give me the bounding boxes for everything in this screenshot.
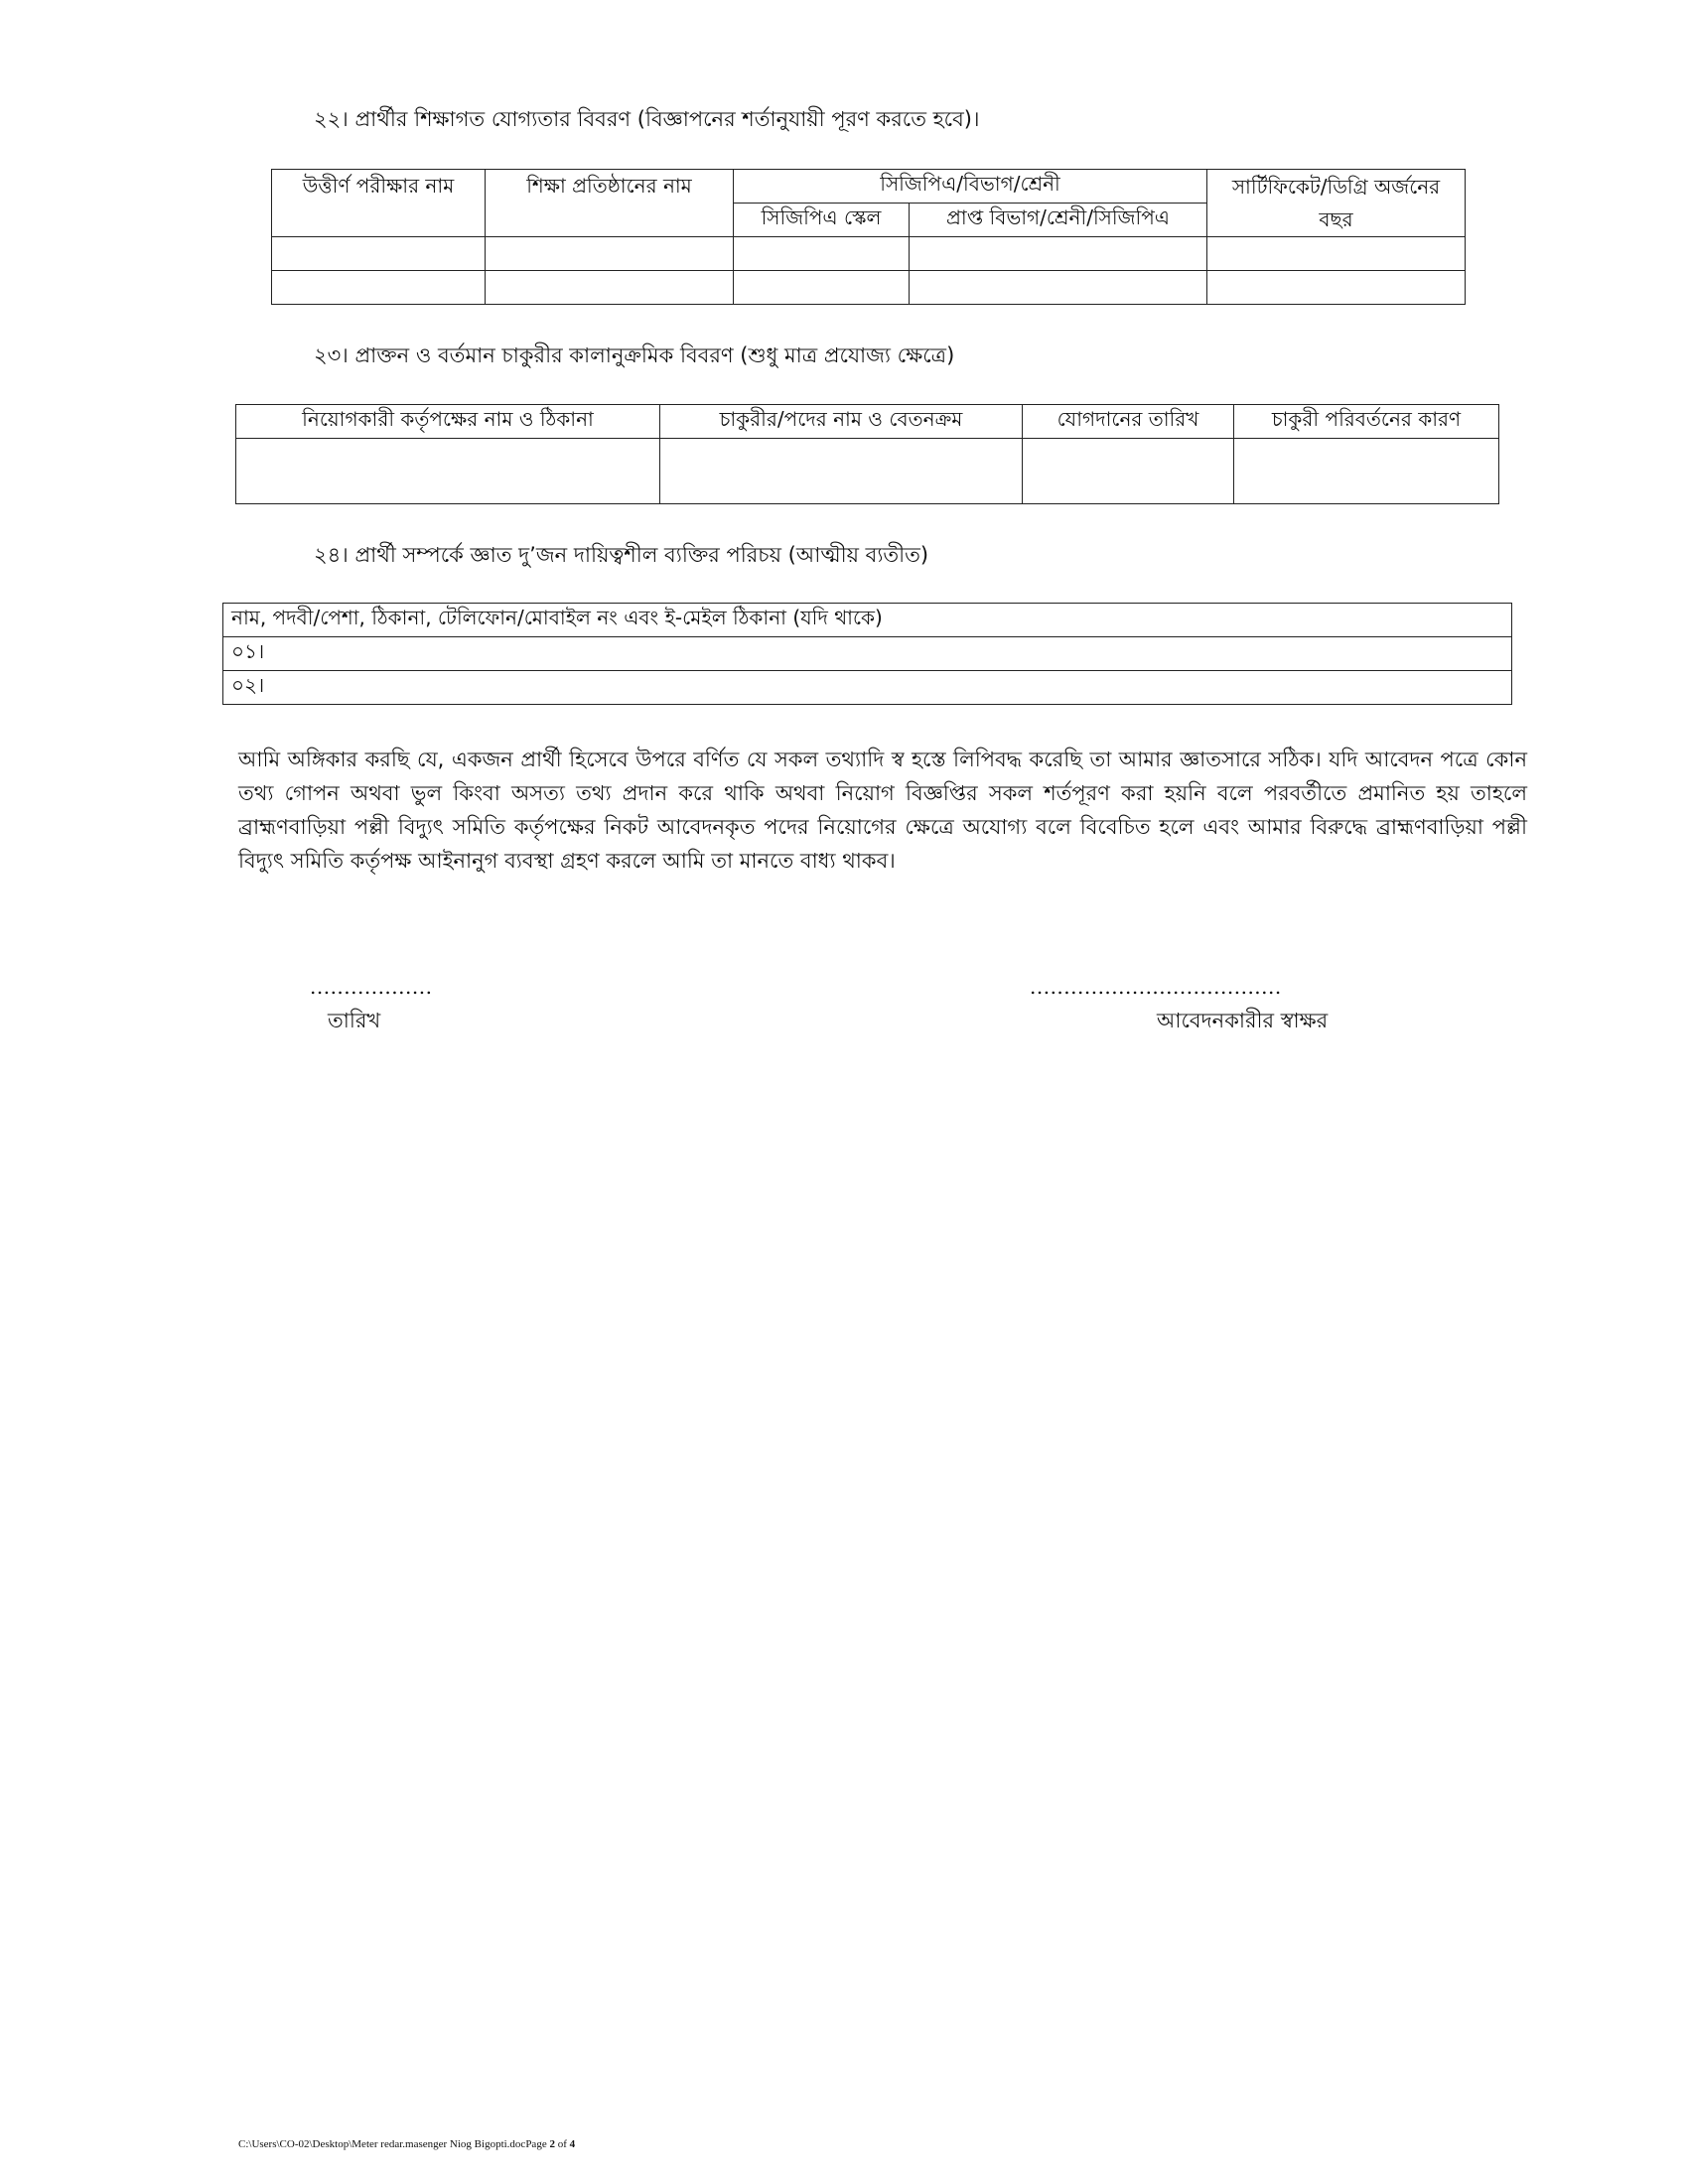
employment-table bbox=[235, 404, 1499, 504]
footer-page-of: of bbox=[554, 2138, 570, 2150]
header-joining-date: যোগদানের তারিখ bbox=[1023, 405, 1234, 439]
header-post-pay: চাকুরীর/পদের নাম ও বেতনক্রম bbox=[660, 405, 1023, 439]
table-cell[interactable] bbox=[272, 271, 486, 305]
header-exam-name: উত্তীর্ণ পরীক্ষার নাম bbox=[272, 170, 486, 237]
table-cell[interactable] bbox=[486, 237, 734, 271]
table-cell[interactable] bbox=[734, 271, 910, 305]
table-cell[interactable] bbox=[486, 271, 734, 305]
header-certificate-year bbox=[1207, 170, 1466, 237]
table-cell[interactable] bbox=[660, 439, 1023, 504]
table-cell[interactable] bbox=[910, 271, 1207, 305]
table-cell[interactable] bbox=[1207, 237, 1466, 271]
declaration-paragraph: আমি অঙ্গিকার করছি যে, একজন প্রার্থী হিসেবে উপরে বর্ণিত যে সকল তথ্যাদি স্ব হস্তে লিপিবদ্ধ করেছি তা আমার জ্ঞাতসারে সঠিক। যদি আবেদন পত্রে কোন তথ্য গোপন অথবা ভুল কিংবা অসত্য তথ্য প্রদান করে থাকি অথবা নিয়োগ বিজ্ঞপ্তির সকল শর্তপূরণ করা হয়নি বলে পরবর্তীতে প্রমানিত হয় তাহলে ব্রাহ্মণবাড়িয়া পল্লী বিদ্যুৎ সমিতি কর্তৃপক্ষের নিকট আবেদনকৃত পদের নিয়োগের ক্ষেত্রে অযোগ্য বলে বিবেচিত হলে এবং আমার বিরুদ্ধে ব্রাহ্মণবাড়িয়া পল্লী বিদ্যুৎ সমিতি কর্তৃপক্ষ আইনানুগ ব্যবস্থা গ্রহণ করলে আমি তা মানতে বাধ্য থাকব। bbox=[238, 748, 1527, 873]
date-dotted-line: .................. bbox=[310, 975, 433, 999]
header-year-line2: বছর bbox=[1319, 206, 1353, 231]
table-cell[interactable] bbox=[734, 237, 910, 271]
header-year-line1: সার্টিফিকেট/ডিগ্রি অর্জনের bbox=[1231, 174, 1441, 199]
signature-label: আবেদনকারীর স্বাক্ষর bbox=[1157, 1009, 1329, 1032]
header-institution: শিক্ষা প্রতিষ্ঠানের নাম bbox=[486, 170, 734, 237]
footer-page-number: 2 bbox=[549, 2138, 555, 2150]
header-employer: নিয়োগকারী কর্তৃপক্ষের নাম ও ঠিকানা bbox=[236, 405, 660, 439]
reference-row-2[interactable]: ০২। bbox=[223, 671, 1512, 705]
table-cell[interactable] bbox=[1207, 271, 1466, 305]
section-23-title: ২৩। প্রাক্তন ও বর্তমান চাকুরীর কালানুক্রমিক বিবরণ (শুধু মাত্র প্রযোজ্য ক্ষেত্রে) bbox=[314, 343, 955, 367]
reference-row-1[interactable]: ০১। bbox=[223, 637, 1512, 671]
signature-dotted-line: ..................................... bbox=[1030, 975, 1282, 999]
references-table bbox=[222, 603, 1512, 705]
date-label: তারিখ bbox=[328, 1009, 381, 1032]
table-row bbox=[272, 237, 1466, 271]
header-obtained-grade: প্রাপ্ত বিভাগ/শ্রেনী/সিজিপিএ bbox=[910, 204, 1207, 237]
footer-path: C:\Users\CO-02\Desktop\Meter redar.masenger Niog Bigopti.doc bbox=[238, 2138, 526, 2150]
footer-page-prefix: Page bbox=[525, 2138, 550, 2150]
table-cell[interactable] bbox=[910, 237, 1207, 271]
header-cgpa-group: সিজিপিএ/বিভাগ/শ্রেনী bbox=[734, 170, 1207, 204]
section-22-title: ২২। প্রার্থীর শিক্ষাগত যোগ্যতার বিবরণ (বিজ্ঞাপনের শর্তানুযায়ী পূরণ করতে হবে)। bbox=[314, 107, 980, 131]
section-24-title: ২৪। প্রার্থী সম্পর্কে জ্ঞাত দু’জন দায়িত্বশীল ব্যক্তির পরিচয় (আত্মীয় ব্যতীত) bbox=[314, 543, 929, 567]
table-cell[interactable] bbox=[272, 237, 486, 271]
header-cgpa-scale: সিজিপিএ স্কেল bbox=[734, 204, 910, 237]
education-table bbox=[271, 169, 1466, 305]
table-row bbox=[236, 439, 1499, 504]
header-change-reason: চাকুরী পরিবর্তনের কারণ bbox=[1234, 405, 1499, 439]
references-header: নাম, পদবী/পেশা, ঠিকানা, টেলিফোন/মোবাইল নং এবং ই-মেইল ঠিকানা (যদি থাকে) bbox=[223, 604, 1512, 637]
footer-page-total: 4 bbox=[569, 2138, 576, 2150]
table-cell[interactable] bbox=[1234, 439, 1499, 504]
table-row bbox=[272, 271, 1466, 305]
table-cell[interactable] bbox=[236, 439, 660, 504]
footer-file-path bbox=[238, 2138, 575, 2150]
table-cell[interactable] bbox=[1023, 439, 1234, 504]
